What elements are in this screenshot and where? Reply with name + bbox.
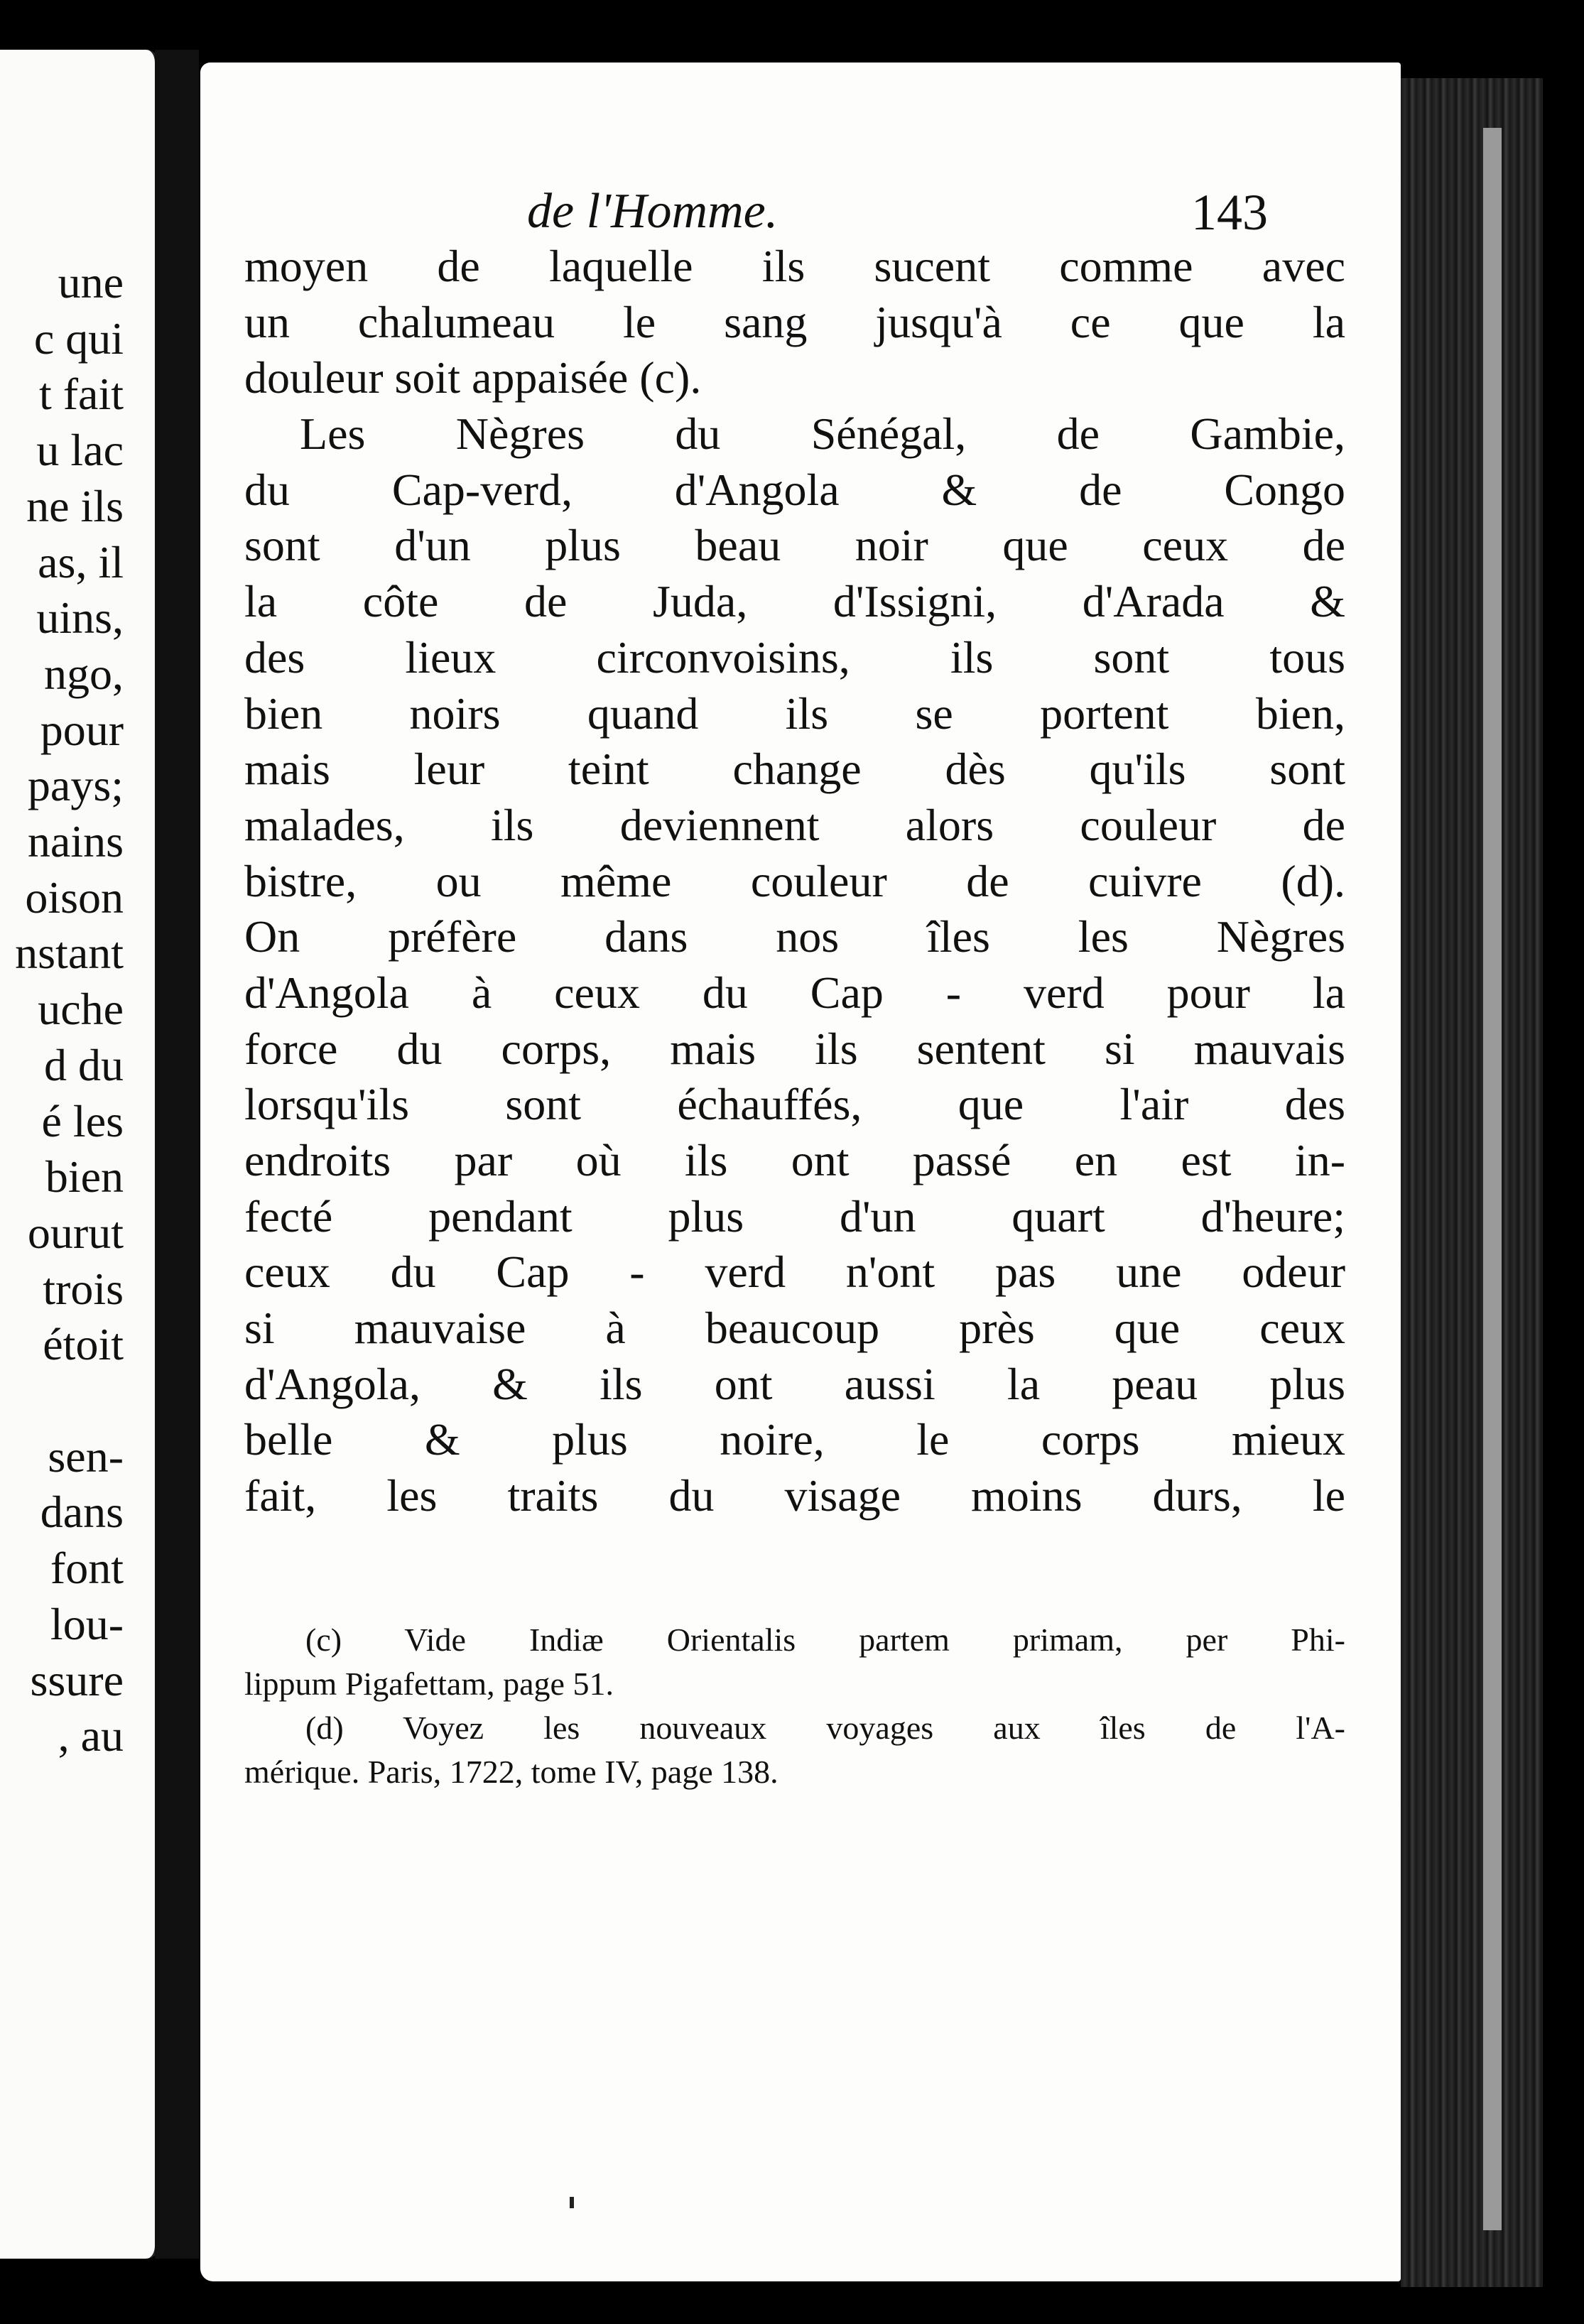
body-line: sont d'un plus beau noir que ceux de	[244, 520, 1345, 571]
body-line: d'Angola à ceux du Cap - verd pour la	[244, 967, 1345, 1018]
body-line: On préfère dans nos îles les Nègres	[244, 911, 1345, 962]
body-line: endroits par où ils ont passé en est in-	[244, 1135, 1345, 1185]
body-line: douleur soit appaisée (c).	[244, 352, 702, 403]
body-line: belle & plus noire, le corps mieux	[244, 1414, 1345, 1465]
body-line: mais leur teint change dès qu'ils sont	[244, 744, 1345, 795]
footnote-line: (c) Vide Indiæ Orientalis partem primam, per Phi-	[305, 1622, 1345, 1658]
left-facing-page	[0, 50, 159, 2259]
body-line: lorsqu'ils sont échauffés, que l'air des	[244, 1079, 1345, 1130]
left-page-fragment: sen-	[48, 1430, 124, 1482]
footnote-line: mérique. Paris, 1722, tome IV, page 138.	[244, 1754, 779, 1790]
body-line: fait, les traits du visage moins durs, le	[244, 1470, 1345, 1521]
body-line: ceux du Cap - verd n'ont pas une odeur	[244, 1247, 1345, 1298]
running-head: de l'Homme.	[527, 184, 779, 239]
left-page-fragment: u lac	[36, 425, 124, 476]
left-page-fragment: font	[50, 1543, 124, 1594]
body-line: des lieux circonvoisins, ils sont tous	[244, 631, 1345, 683]
body-line: si mauvaise à beaucoup près que ceux	[244, 1303, 1345, 1354]
body-line: malades, ils deviennent alors couleur de	[244, 799, 1345, 850]
left-page-fragment: nains	[27, 816, 124, 867]
left-page-fragment: ngo,	[44, 648, 124, 699]
body-line: force du corps, mais ils sentent si mauvais	[244, 1023, 1345, 1074]
left-page-fragment: uins,	[36, 592, 124, 644]
body-line: moyen de laquelle ils sucent comme avec	[244, 241, 1345, 291]
body-line: la côte de Juda, d'Issigni, d'Arada &	[244, 576, 1345, 627]
left-page-fragment: trois	[43, 1263, 124, 1314]
left-page-fragment: une	[58, 257, 124, 308]
left-page-fragment: pour	[40, 704, 124, 755]
left-page-fragment: ne ils	[26, 480, 124, 531]
page-number: 143	[1191, 184, 1268, 241]
left-page-fragment: é les	[41, 1095, 124, 1146]
body-line: bistre, ou même couleur de cuivre (d).	[244, 855, 1345, 906]
left-page-fragment: t fait	[38, 369, 124, 420]
page-edges	[1401, 78, 1543, 2287]
body-line: bien noirs quand ils se portent bien,	[244, 688, 1345, 739]
body-line: d'Angola, & ils ont aussi la peau plus	[244, 1358, 1345, 1409]
footnotes	[244, 1618, 1345, 1794]
left-page-fragment: c qui	[33, 313, 124, 364]
book-gutter	[155, 50, 199, 2259]
right-page	[200, 63, 1401, 2281]
left-page-fragment: as, il	[38, 536, 124, 587]
left-page-fragment: oison	[25, 872, 124, 923]
left-page-fragment: pays;	[27, 760, 124, 811]
footnote-line: lippum Pigafettam, page 51.	[244, 1666, 614, 1702]
left-page-fragment: lou-	[50, 1598, 124, 1649]
footnote-line: (d) Voyez les nouveaux voyages aux îles de l'A-	[305, 1710, 1345, 1746]
body-line: du Cap-verd, d'Angola & de Congo	[244, 464, 1345, 515]
left-page-fragment: étoit	[43, 1319, 124, 1370]
body-line: fecté pendant plus d'un quart d'heure;	[244, 1190, 1345, 1242]
scan-speck	[570, 2197, 574, 2208]
left-page-fragment: , au	[58, 1710, 124, 1761]
page-edge-highlight	[1483, 128, 1502, 2230]
left-page-fragment: uche	[38, 984, 124, 1035]
body-line: un chalumeau le sang jusqu'à ce que la	[244, 296, 1345, 347]
left-page-fragment: nstant	[15, 928, 124, 979]
left-page-fragment: bien	[45, 1151, 124, 1202]
body-text	[244, 239, 1345, 1524]
left-page-fragment: ourut	[27, 1207, 124, 1258]
left-page-fragment: d du	[44, 1039, 124, 1090]
left-page-fragment: ssure	[30, 1654, 124, 1705]
left-page-fragment: dans	[40, 1487, 124, 1538]
body-line: Les Nègres du Sénégal, de Gambie,	[300, 408, 1345, 460]
